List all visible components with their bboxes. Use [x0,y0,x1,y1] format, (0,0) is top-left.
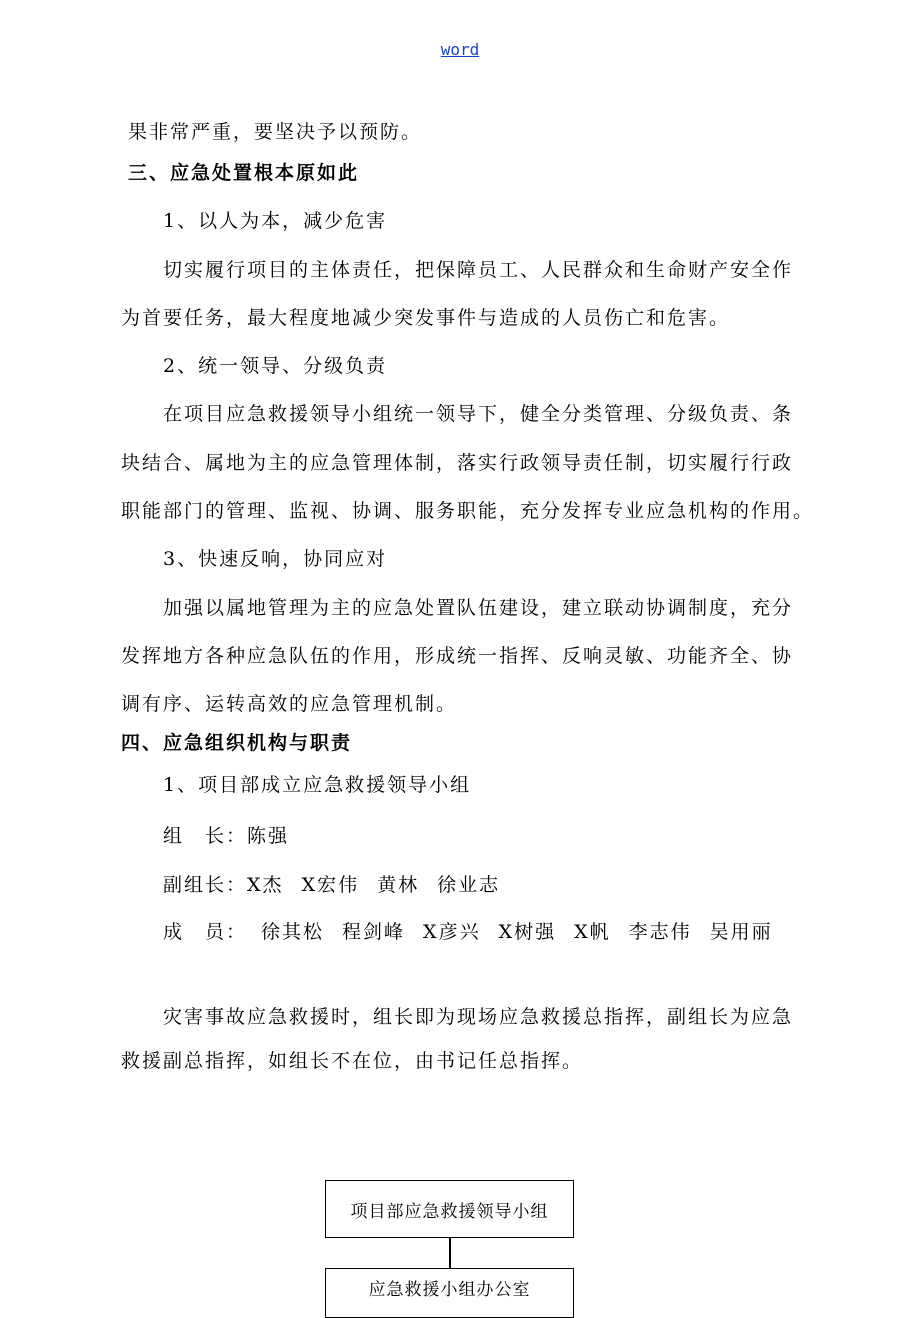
paragraph-line: 调有序、运转高效的应急管理机制。 [121,693,458,715]
paragraph-line: 发挥地方各种应急队伍的作用，形成统一指挥、反响灵敏、功能齐全、协 [121,645,794,667]
header-word-link[interactable]: word [440,40,480,59]
org-box-leadership-group [325,1180,574,1238]
org-connector-line [449,1238,451,1268]
paragraph-line: 加强以属地管理为主的应急处置队伍建设，建立联动协调制度，充分 [163,597,794,619]
subsection-title-3: 3、快速反响，协同应对 [163,548,388,570]
paragraph-line: 块结合、属地为主的应急管理体制，落实行政领导责任制，切实履行行政 [121,452,794,474]
paragraph-line: 救援副总指挥，如组长不在位，由书记任总指挥。 [121,1050,584,1072]
org-box-label: 项目部应急救援领导小组 [350,1201,549,1222]
member-name: X彦兴 [423,921,481,943]
vice-leader-name: 黄林 [377,874,420,896]
paragraph-line: 为首要任务，最大程度地减少突发事件与造成的人员伤亡和危害。 [121,307,731,329]
vice-leader-name: X杰 [247,874,284,896]
paragraph-line: 职能部门的管理、监视、协调、服务职能，充分发挥专业应急机构的作用。 [121,500,815,522]
vice-leader-name: 徐业志 [437,874,501,896]
org-box-label: 应急救援小组办公室 [368,1280,531,1300]
members-line [163,919,773,945]
paragraph-line: 切实履行项目的主体责任，把保障员工、人民群众和生命财产安全作 [163,259,794,281]
section-heading-4: 四、应急组织机构与职责 [121,732,353,754]
vice-leader-line [163,872,518,898]
paragraph-line: 在项目应急救援领导小组统一领导下，健全分类管理、分级负责、条 [163,403,794,425]
member-name: 徐其松 [261,921,325,943]
member-name: X树强 [498,921,557,943]
leader-line: 组 长：陈强 [163,825,290,847]
member-name: 吴用丽 [709,921,773,943]
member-name: X帆 [574,921,611,943]
vice-leader-label: 副组长： [163,874,248,896]
subsection-title-4: 1、项目部成立应急救援领导小组 [163,774,472,796]
subsection-title-2: 2、统一领导、分级负责 [163,355,388,377]
paragraph-continuation: 果非常严重，要坚决予以预防。 [128,121,423,143]
subsection-title-1: 1、以人为本，减少危害 [163,210,388,232]
paragraph-line: 灾害事故应急救援时，组长即为现场应急救援总指挥，副组长为应急 [163,1006,794,1028]
members-label: 成 员： [163,921,248,943]
vice-leader-name: X宏伟 [301,874,360,896]
member-name: 程剑峰 [342,921,406,943]
org-box-office [325,1268,574,1318]
section-heading-3: 三、应急处置根本原如此 [128,162,360,184]
member-name: 李志伟 [628,921,692,943]
